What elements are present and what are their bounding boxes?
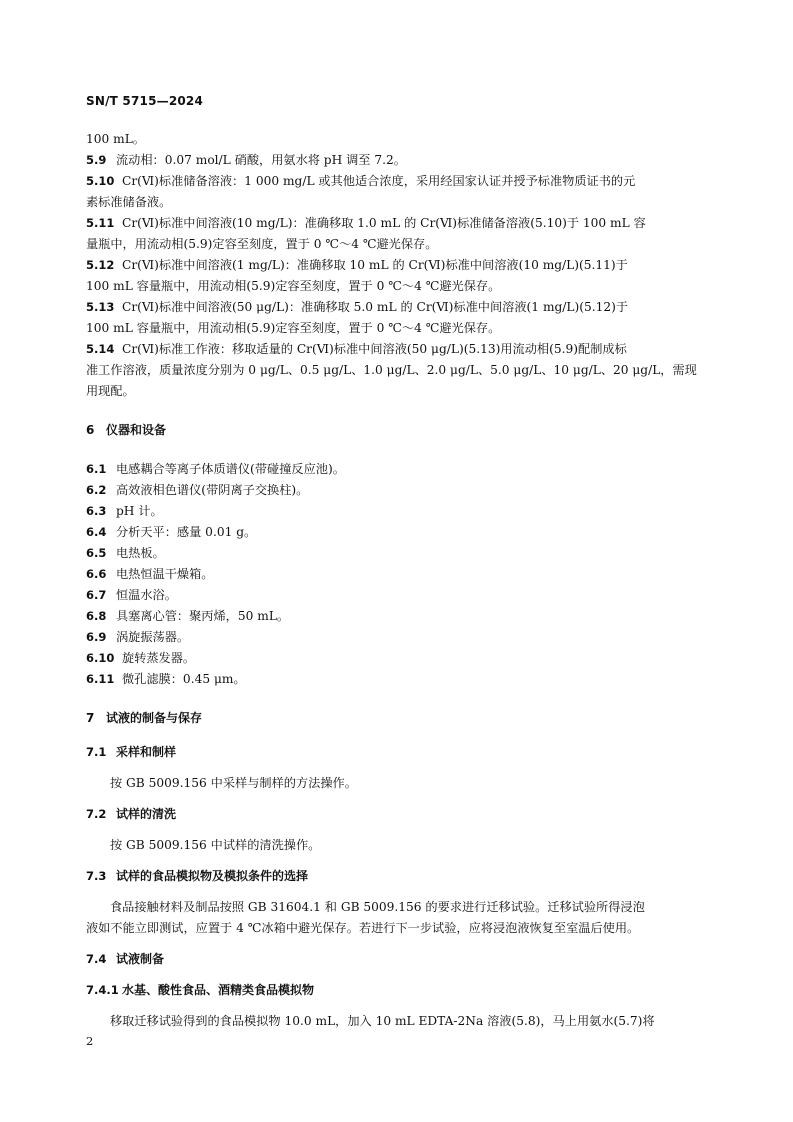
paragraph-line: 移取迁移试验得到的食品模拟物 10.0 mL，加入 10 mL EDTA-2Na 溶液(5.8)，马上用氨水(5.7)将 — [110, 1014, 655, 1028]
subsection-title: 试液制备 — [116, 952, 165, 966]
subsection-number: 7.1 — [86, 745, 107, 759]
item-number: 6.4 — [86, 525, 107, 539]
clause-number: 5.10 — [86, 174, 115, 188]
subsection-number: 7.4.1 — [86, 983, 119, 997]
subsection-7-2-heading — [86, 804, 706, 825]
clause-5-11 — [86, 213, 706, 234]
clause-text: 素标准储备液。 — [86, 195, 172, 209]
clause-continuation — [86, 381, 706, 402]
section-7-heading — [86, 708, 706, 729]
clause-5-14 — [86, 339, 706, 360]
item-number: 6.10 — [86, 651, 115, 665]
item-text: 电热板。 — [116, 546, 165, 560]
equipment-item — [86, 585, 706, 606]
item-number: 6.5 — [86, 546, 107, 560]
clause-text: 100 mL。 — [86, 132, 145, 146]
clause-number: 5.14 — [86, 342, 115, 356]
clause-number: 5.13 — [86, 300, 115, 314]
item-number: 6.3 — [86, 504, 107, 518]
section-title: 试液的制备与保存 — [106, 711, 203, 725]
section-number: 7 — [86, 711, 95, 725]
equipment-item — [86, 501, 706, 522]
item-number: 6.2 — [86, 483, 107, 497]
clause-continuation — [86, 318, 706, 339]
clause-5-9 — [86, 150, 706, 171]
section-number: 6 — [86, 423, 95, 437]
paragraph: 按 GB 5009.156 中采样与制样的方法操作。 — [110, 776, 357, 790]
item-text: 微孔滤膜：0.45 μm。 — [122, 672, 246, 686]
equipment-item — [86, 669, 706, 690]
equipment-item — [86, 564, 706, 585]
equipment-item — [86, 627, 706, 648]
subsection-title: 试样的清洗 — [116, 807, 177, 821]
subsection-7-4-1-heading — [86, 980, 706, 1001]
item-text: 旋转蒸发器。 — [122, 651, 196, 665]
equipment-item — [86, 648, 706, 669]
paragraph-line: 液如不能立即测试，应置于 4 ℃冰箱中避光保存。若进行下一步试验，应将浸泡液恢复至室温后使用。 — [86, 921, 640, 935]
item-text: 分析天平：感量 0.01 g。 — [116, 525, 257, 539]
item-number: 6.7 — [86, 588, 107, 602]
item-number: 6.11 — [86, 672, 115, 686]
item-text: 涡旋振荡器。 — [116, 630, 190, 644]
item-number: 6.8 — [86, 609, 107, 623]
paragraph-line: 食品接触材料及制品按照 GB 31604.1 和 GB 5009.156 的要求进行迁移试验。迁移试验所得浸泡 — [110, 900, 645, 914]
equipment-item — [86, 522, 706, 543]
clause-text: Cr(Ⅵ)标准中间溶液(10 mg/L)：准确移取 1.0 mL 的 Cr(Ⅵ)标准储备溶液(5.10)于 100 mL 容 — [122, 216, 646, 230]
clause-continuation — [86, 360, 706, 381]
clause-continuation — [86, 234, 706, 255]
paragraph: 按 GB 5009.156 中试样的清洗操作。 — [110, 838, 321, 852]
clause-text: 用现配。 — [86, 384, 135, 398]
section-title: 仪器和设备 — [106, 423, 167, 437]
item-text: 高效液相色谱仪(带阴离子交换柱)。 — [116, 483, 309, 497]
equipment-item — [86, 606, 706, 627]
item-text: 恒温水浴。 — [116, 588, 177, 602]
clause-5-10 — [86, 171, 706, 192]
subsection-title: 试样的食品模拟物及模拟条件的选择 — [116, 869, 309, 883]
clause-text: 100 mL 容量瓶中，用流动相(5.9)定容至刻度，置于 0 ℃～4 ℃避光保存。 — [86, 279, 501, 293]
equipment-item — [86, 543, 706, 564]
subsection-number: 7.2 — [86, 807, 107, 821]
document-number-header: SN/T 5715—2024 — [86, 94, 204, 108]
item-number: 6.1 — [86, 462, 107, 476]
clause-text: Cr(Ⅵ)标准储备溶液：1 000 mg/L 或其他适合浓度，采用经国家认证并授予标准物质证书的元 — [122, 174, 636, 188]
clause-text: 流动相：0.07 mol/L 硝酸，用氨水将 pH 调至 7.2。 — [116, 153, 406, 167]
clause-5-12 — [86, 255, 706, 276]
clause-text: 准工作溶液，质量浓度分别为 0 μg/L、0.5 μg/L、1.0 μg/L、2.0 μg/L、5.0 μg/L、10 μg/L、20 μg/L，需现 — [86, 363, 697, 377]
clause-number: 5.11 — [86, 216, 115, 230]
item-text: 电热恒温干燥箱。 — [116, 567, 214, 581]
clause-5-13 — [86, 297, 706, 318]
page-number: 2 — [86, 1034, 94, 1048]
clause-text: 量瓶中，用流动相(5.9)定容至刻度，置于 0 ℃～4 ℃避光保存。 — [86, 237, 438, 251]
clause-text: 100 mL 容量瓶中，用流动相(5.9)定容至刻度，置于 0 ℃～4 ℃避光保存。 — [86, 321, 501, 335]
clause-number: 5.9 — [86, 153, 107, 167]
item-text: 具塞离心管：聚丙烯，50 mL。 — [116, 609, 290, 623]
subsection-7-1-heading — [86, 742, 706, 763]
equipment-item — [86, 480, 706, 501]
clause-line — [86, 129, 706, 150]
item-text: pH 计。 — [116, 504, 163, 518]
subsection-7-3-heading — [86, 866, 706, 887]
clause-text: Cr(Ⅵ)标准中间溶液(1 mg/L)：准确移取 10 mL 的 Cr(Ⅵ)标准中间溶液(10 mg/L)(5.11)于 — [122, 258, 628, 272]
equipment-item — [86, 459, 706, 480]
subsection-7-4-heading — [86, 949, 706, 970]
subsection-number: 7.3 — [86, 869, 107, 883]
section-6-heading — [86, 420, 706, 441]
item-text: 电感耦合等离子体质谱仪(带碰撞反应池)。 — [116, 462, 345, 476]
subsection-title: 采样和制样 — [116, 745, 177, 759]
page-content — [86, 129, 706, 1032]
subsection-title: 水基、酸性食品、酒精类食品模拟物 — [122, 983, 315, 997]
clause-continuation — [86, 192, 706, 213]
clause-text: Cr(Ⅵ)标准工作液：移取适量的 Cr(Ⅵ)标准中间溶液(50 μg/L)(5.13)用流动相(5.9)配制成标 — [122, 342, 627, 356]
item-number: 6.6 — [86, 567, 107, 581]
item-number: 6.9 — [86, 630, 107, 644]
clause-text: Cr(Ⅵ)标准中间溶液(50 μg/L)：准确移取 5.0 mL 的 Cr(Ⅵ)标准中间溶液(1 mg/L)(5.12)于 — [122, 300, 629, 314]
clause-continuation — [86, 276, 706, 297]
subsection-number: 7.4 — [86, 952, 107, 966]
clause-number: 5.12 — [86, 258, 115, 272]
